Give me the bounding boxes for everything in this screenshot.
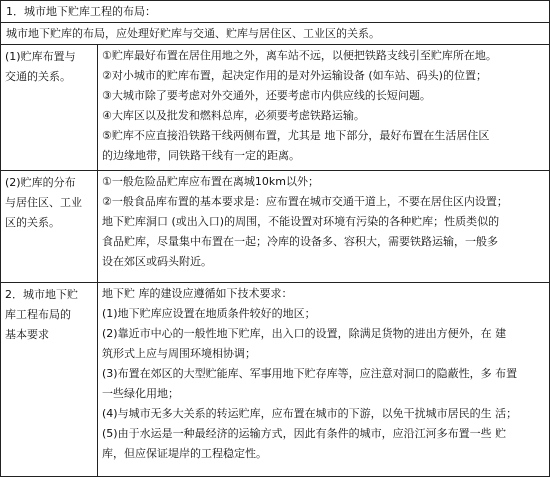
distribution-relation-text-line: 食品贮库，尽量集中布置在一起；冷库的设备多、容积大，需要铁路运输，一般多 <box>102 235 498 248</box>
section2-label-line: 基本要求 <box>5 328 49 341</box>
section2-text-line: 筑形式上应与周围环境相协调； <box>102 347 256 360</box>
distribution-relation-label-line: 区的关系。 <box>5 216 60 229</box>
section2-label-line: 2．城市地下贮 <box>5 288 78 301</box>
section1-intro-cell <box>1 23 549 45</box>
distribution-relation-row <box>1 171 549 283</box>
traffic-relation-label-line: 交通的关系。 <box>5 70 71 83</box>
section2-content-cell <box>98 283 549 464</box>
traffic-relation-text-line: ⑤贮库不应直接沿铁路干线两侧布置，尤其是 地下部分，最好布置在生活居住区 <box>102 129 490 142</box>
distribution-relation-text-line: ②一般食品库布置的基本要求是：应布置在城市交通干道上，不要在居住区内设置； <box>102 195 508 208</box>
section2-text-line: 地下贮 库的建设应遵循如下技术要求： <box>102 287 293 300</box>
section2-row <box>1 283 549 476</box>
distribution-relation-label-line: (2)贮库的分布 <box>5 176 76 189</box>
distribution-relation-text-line: 地下贮库洞口 (或出入口)的周围，不能设置对环境有污染的各种贮库；性质类似的 <box>102 215 500 228</box>
section2-text-line: 库，但应保证堤岸的工程稳定性。 <box>102 447 267 460</box>
traffic-relation-content-cell <box>98 45 549 166</box>
distribution-relation-text-line: ①一般危险品贮库应布置在离城10km以外； <box>102 175 319 188</box>
section1-intro: 城市地下贮库的布局，应处理好贮库与交通、贮库与居住区、工业区的关系。 <box>6 27 380 40</box>
distribution-relation-text-line: 设在郊区或码头附近。 <box>102 255 212 268</box>
traffic-relation-text-line: ①贮库最好布置在居住用地之外，离车站不远，以便把铁路支线引至贮库所在地。 <box>102 49 497 62</box>
section2-text-line: (4)与城市无多大关系的转运贮库，应布置在城市的下游，以免干扰城市居民的生 活； <box>102 407 518 420</box>
traffic-relation-text-line: 的边缘地带，同铁路干线有一定的距离。 <box>102 149 300 162</box>
section2-text-line: (5)由于水运是一种最经济的运输方式，因此有条件的城市，应沿江河多布置一些 贮 <box>102 427 507 440</box>
traffic-relation-row <box>1 45 549 171</box>
section1-title-row <box>1 1 549 23</box>
traffic-relation-text-line: ③大城市除了要考虑对外交通外，还要考虑市内供应线的长短问题。 <box>102 89 431 102</box>
section1-title-cell <box>1 1 549 23</box>
section1-intro-row <box>1 23 549 45</box>
section2-text-line: (3)布置在郊区的大型贮能库、军事用地下贮存库等，应注意对洞口的隐蔽性，多 布置 <box>102 367 518 380</box>
section2-text-line: 一些绿化用地； <box>102 387 179 400</box>
traffic-relation-label-cell <box>1 45 98 170</box>
distribution-relation-content-cell <box>98 171 549 272</box>
section2-text-line: (1)地下贮库应设置在地质条件较好的地区； <box>102 307 316 320</box>
section2-text-line: (2)靠近市中心的一般性地下贮库，出入口的设置，除满足货物的进出方便外，在 建 <box>102 327 507 340</box>
traffic-relation-text-line: ④大库区以及批发和燃料总库，必须要考虑铁路运输。 <box>102 109 365 122</box>
traffic-relation-text-line: ②对小城市的贮库布置，起决定作用的是对外运输设备 (如车站、码头)的位置； <box>102 69 487 82</box>
distribution-relation-label-line: 与居住区、工业 <box>5 196 82 209</box>
distribution-relation-label-cell <box>1 171 98 282</box>
traffic-relation-label-line: (1)贮库布置与 <box>5 50 76 63</box>
section2-label-cell <box>1 283 98 476</box>
section2-label-line: 库工程布局的 <box>5 308 71 321</box>
section1-title: 1．城市地下贮库工程的布局： <box>6 5 156 18</box>
